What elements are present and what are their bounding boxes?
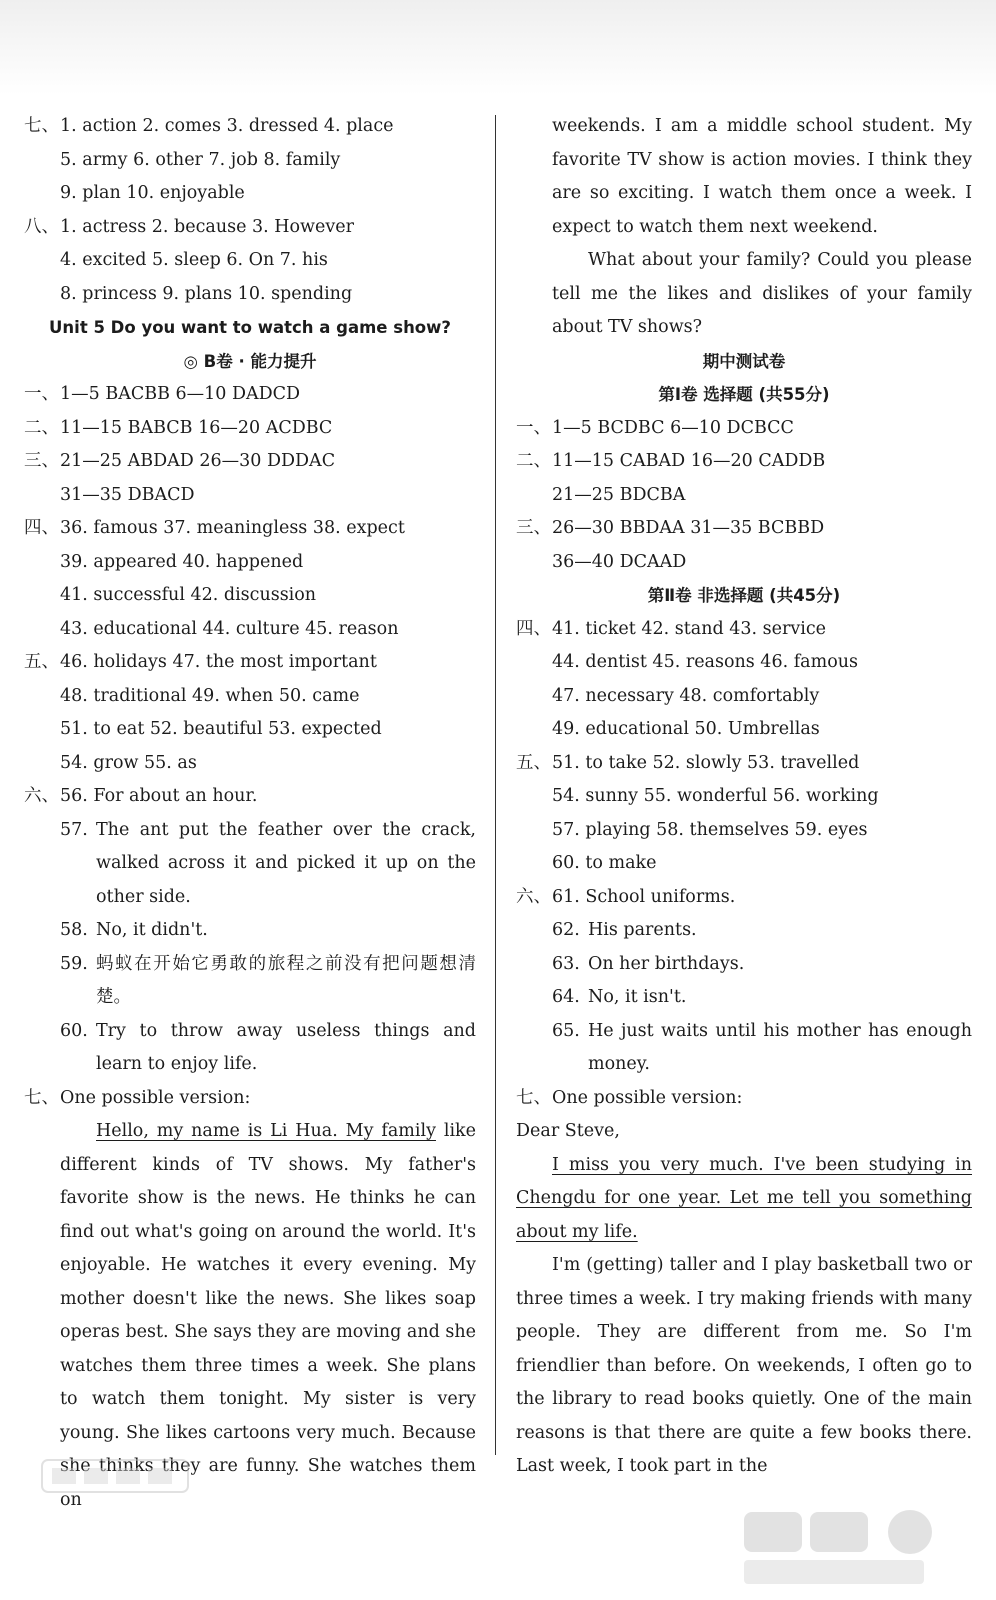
answer-line: 43. educational 44. culture 45. reason (60, 618, 399, 639)
section-title-b: ◎ B卷 · 能力提升 (183, 351, 317, 371)
essay-underlined: Hello, my name is Li Hua. My family (96, 1121, 436, 1141)
section-label: 四、 (516, 618, 551, 639)
answer-line: 9. plan 10. enjoyable (60, 183, 245, 203)
answer-line: 47. necessary 48. comfortably (552, 685, 820, 706)
stamp-watermark (40, 1456, 190, 1504)
answer-item (24, 814, 476, 915)
answer-item (24, 948, 476, 1015)
section-label: 二、 (24, 417, 59, 438)
right-column (516, 110, 972, 1484)
letter-paragraph (516, 1249, 972, 1484)
section-label: 八、 (24, 216, 59, 237)
item-text: 蚂蚁在开始它勇敢的旅程之前没有把问题想清楚。 (96, 953, 476, 1007)
item-text: His parents. (588, 920, 697, 940)
writing-intro: One possible version: (60, 1087, 251, 1108)
essay-continuation: weekends. I am a middle school student. My favorite TV show is action movies. I think they are so exciting. I watch them once a week. I expect to watch them next weekend. (552, 116, 972, 237)
answer-item (516, 981, 972, 1015)
section-5 (24, 646, 476, 680)
section-label: 三、 (516, 518, 551, 538)
item-number: 60. (60, 1020, 88, 1041)
answer-line: 39. appeared 40. happened (60, 551, 304, 572)
section-label: 一、 (24, 384, 59, 404)
section-label: 二、 (516, 451, 551, 471)
answer-line: 44. dentist 45. reasons 46. famous (552, 652, 858, 672)
answer-line: 1—5 BCDBC 6—10 DCBCC (552, 417, 794, 438)
item-text: On her birthdays. (588, 953, 745, 974)
section-2 (24, 412, 476, 446)
answer-line: 51. to take 52. slowly 53. travelled (552, 752, 860, 773)
answer-line: 56. For about an hour. (60, 786, 258, 806)
answer-line: 41. ticket 42. stand 43. service (552, 618, 826, 639)
section-label: 一、 (516, 417, 551, 438)
item-number: 58. (60, 920, 88, 940)
item-number: 57. (60, 819, 88, 840)
item-text: No, it isn't. (588, 987, 687, 1007)
section-3 (24, 445, 476, 479)
answer-line: 21—25 ABDAD 26—30 DDDAC (60, 451, 336, 471)
answer-line: 54. grow 55. as (60, 752, 197, 773)
section-1 (24, 378, 476, 412)
letter-paragraph (516, 1149, 972, 1250)
answer-line: 36—40 DCAAD (552, 551, 687, 572)
item-number: 64. (552, 987, 580, 1007)
answer-line: 61. School uniforms. (552, 886, 736, 907)
answer-item (516, 948, 972, 982)
answer-line: 41. successful 42. discussion (60, 585, 317, 605)
item-text: Try to throw away useless things and learn to enjoy life. (96, 1020, 476, 1074)
essay-text: What about your family? Could you please tell me the likes and dislikes of your family about TV shows? (552, 250, 972, 337)
writing-intro: One possible version: (552, 1087, 743, 1108)
item-number: 65. (552, 1020, 580, 1041)
section-3 (516, 512, 972, 546)
section-label: 六、 (24, 786, 59, 806)
answer-line: 8. princess 9. plans 10. spending (60, 283, 353, 304)
unit-title: Unit 5 Do you want to watch a game show? (49, 318, 451, 337)
item-text: The ant put the feather over the crack, walked across it and picked it up on the other side. (96, 819, 476, 907)
site-watermark-logo (738, 1508, 978, 1590)
letter-text: I'm (getting) taller and I play basketball two or three times a week. I try making friends with many people. They are different from me. So I'm friendlier than before. On weekends, I often go to the library to read books quietly. One of the main reasons is that there are quite a few books there. Last week, I took part in the (516, 1255, 972, 1476)
section-label: 四、 (24, 518, 59, 538)
left-column (24, 110, 476, 1517)
answer-line: 26—30 BBDAA 31—35 BCBBD (552, 518, 825, 538)
answer-item (24, 914, 476, 948)
item-number: 62. (552, 920, 580, 940)
answer-line: 5. army 6. other 7. job 8. family (60, 149, 341, 170)
section-1 (516, 412, 972, 446)
section-6 (24, 780, 476, 814)
stamp-logo (40, 1456, 190, 1496)
answer-line: 21—25 BDCBA (552, 484, 686, 505)
section-4 (24, 512, 476, 546)
letter-greeting: Dear Steve, (516, 1121, 620, 1141)
section-2 (516, 445, 972, 479)
item-number: 63. (552, 953, 580, 974)
section-8 (24, 211, 476, 245)
section-label: 七、 (24, 116, 59, 136)
section-7-writing (24, 1082, 476, 1116)
answer-line: 51. to eat 52. beautiful 53. expected (60, 719, 382, 739)
part1-title: 第Ⅰ卷 选择题 (共55分) (658, 385, 830, 404)
answer-line: 4. excited 5. sleep 6. On 7. his (60, 250, 328, 270)
answer-line: 11—15 BABCB 16—20 ACDBC (60, 417, 333, 438)
watermark-graphic (738, 1508, 978, 1590)
essay-paragraph (516, 244, 972, 345)
answer-line: 36. famous 37. meaningless 38. expect (60, 518, 405, 538)
answer-line: 1—5 BACBB 6—10 DADCD (60, 384, 301, 404)
midterm-title: 期中测试卷 (702, 351, 786, 371)
section-6 (516, 881, 972, 915)
item-number: 59. (60, 953, 88, 974)
section-label: 七、 (516, 1087, 551, 1108)
column-divider (495, 115, 496, 1455)
section-label: 五、 (24, 652, 59, 672)
section-label: 三、 (24, 451, 59, 471)
answer-line: 54. sunny 55. wonderful 56. working (552, 786, 879, 806)
essay-text: like different kinds of TV shows. My father's favorite show is the news. He thinks he can find out what's going on around the world. It's enjoyable. He watches it every evening. My mother doesn't like the news. She likes soap operas best. She says they are moving and she watches them three times a week. She plans to watch them tonight. My sister is very young. She likes cartoons very much. Because she thinks they are funny. She watches them on (60, 1121, 477, 1510)
page-top-shade (0, 0, 996, 95)
answer-item (24, 1015, 476, 1082)
answer-line: 46. holidays 47. the most important (60, 652, 377, 672)
answer-item (516, 1015, 972, 1082)
section-7-writing (516, 1082, 972, 1116)
section-label: 七、 (24, 1087, 59, 1108)
item-text: He just waits until his mother has enough money. (588, 1020, 972, 1074)
section-7 (24, 110, 476, 144)
answer-line: 1. action 2. comes 3. dressed 4. place (60, 116, 394, 136)
answer-line: 11—15 CABAD 16—20 CADDB (552, 451, 826, 471)
part2-title: 第Ⅱ卷 非选择题 (共45分) (647, 586, 841, 605)
item-text: No, it didn't. (96, 920, 208, 940)
answer-line: 49. educational 50. Umbrellas (552, 719, 820, 739)
section-5 (516, 747, 972, 781)
answer-line: 31—35 DBACD (60, 484, 195, 505)
answer-line: 1. actress 2. because 3. However (60, 216, 354, 237)
answer-item (516, 914, 972, 948)
section-4 (516, 613, 972, 647)
section-label: 六、 (516, 886, 551, 907)
section-label: 五、 (516, 752, 551, 773)
answer-line: 48. traditional 49. when 50. came (60, 685, 360, 706)
letter-underlined: I miss you very much. I've been studying in Chengdu for one year. Let me tell you something about my life. (516, 1154, 972, 1242)
answer-line: 60. to make (552, 853, 657, 873)
answer-line: 57. playing 58. themselves 59. eyes (552, 819, 868, 840)
